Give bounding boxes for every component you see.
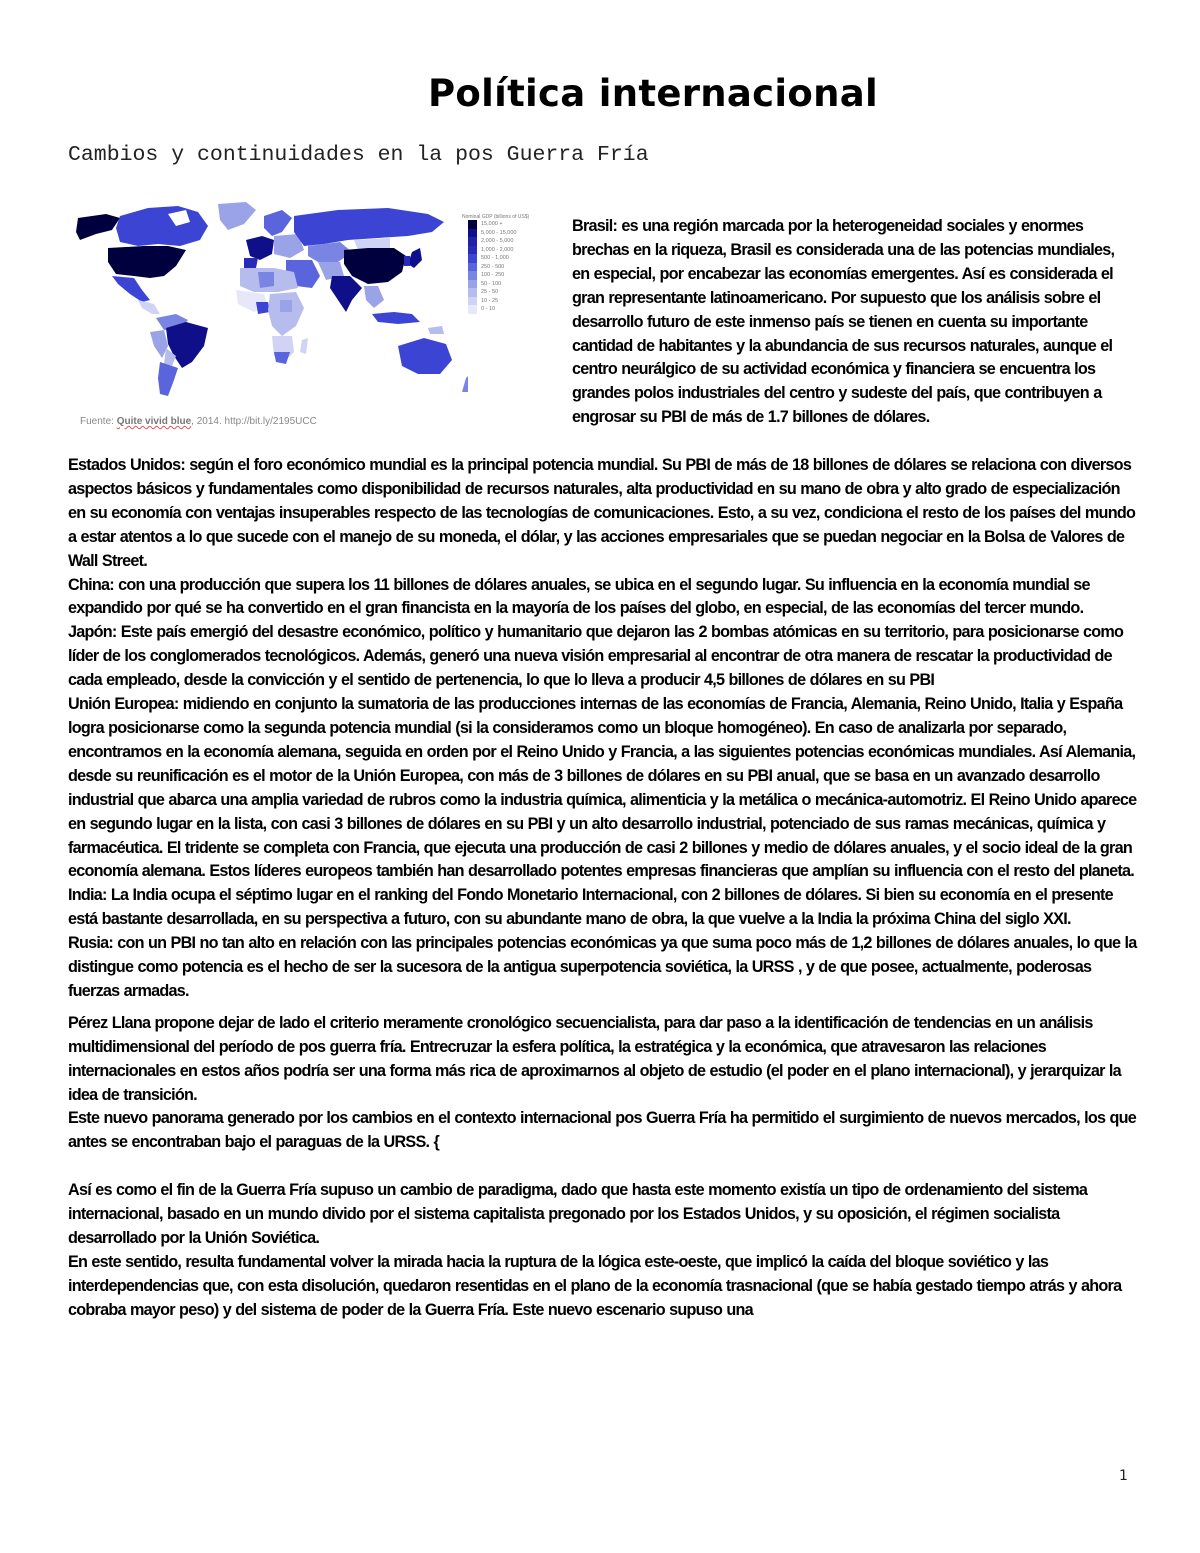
legend-item: 15,000 + — [468, 220, 558, 229]
gdp-world-map-figure — [68, 196, 558, 441]
legend-item: 1,000 - 2,000 — [468, 246, 558, 255]
section-union-europea — [68, 693, 1138, 884]
paragraph-en-este-sentido: En este sentido, resulta fundamental volver la mirada hacia la ruptura de la lógica este-oeste, que implicó la caída del bloque soviético y las interdependencias que, con esta disolución, quedaron resentidas en el plano de la economía trasnacional (que se había gestado tiempo atrás y ahora cobraba mayor peso) y del sistema de poder de la Guerra Fría. Este nuevo escenario supuso una — [68, 1253, 1122, 1319]
page-subtitle: Cambios y continuidades en la pos Guerra Fría — [68, 143, 649, 167]
main-content — [68, 454, 1138, 1323]
section-label: Brasil: — [572, 217, 618, 235]
section-label: Unión Europea: — [68, 695, 179, 714]
legend-item: 10 - 25 — [468, 297, 558, 306]
section-text: con una producción que supera los 11 billones de dólares anuales, se ubica en el segundo lugar. Su influencia en la economía mundial se expandido por qué se ha convertido en el gran financista en la mayoría de los países del globo, en especial, de las economías del tercer mundo. — [68, 575, 1090, 618]
legend-item: 100 - 250 — [468, 271, 558, 280]
world-map-image — [68, 196, 468, 401]
legend-item: 500 - 1,000 — [468, 254, 558, 263]
section-estados-unidos — [68, 454, 1138, 574]
section-text: con un PBI no tan alto en relación con las principales potencias económicas ya que suma poco más de 1,2 billones de dólares anuales, lo que la distingue como potencia es el hecho de ser la sucesora de la antigua superpotencia soviética, la URSS , y de que posee, actualmente, poderosas fuerzas armadas. — [68, 934, 1137, 1000]
page-number: 1 — [1119, 1468, 1128, 1484]
section-brasil — [572, 215, 1132, 430]
legend-title: Nominal GDP (billions of US$) — [462, 214, 530, 220]
legend-item: 5,000 - 15,000 — [468, 229, 558, 238]
section-text: Este país emergió del desastre económico, político y humanitario que dejaron las 2 bombas atómicas en su territorio, para posicionarse como líder de los conglomerados tecnológicos. Además, generó una nueva visión empresarial al encontrar de otra manera de rescatar la productividad de cada empleado, desde la convicción y el sentido de pertenencia, lo que lo lleva a producir 4,5 billones de dólares en su PBI — [68, 623, 1124, 690]
section-text: La India ocupa el séptimo lugar en el ranking del Fondo Monetario Internacional, con 2 billones de dólares. Si bien su economía en el presente está bastante desarrollada, en su perspectiva a futuro, con su abundante mano de obra, la que vuelve a la India la próxima China del siglo XXI. — [68, 886, 1113, 929]
section-japon — [68, 621, 1138, 693]
page-title: Política internacional — [427, 72, 879, 115]
legend-item: 2,000 - 5,000 — [468, 237, 558, 246]
section-label: Estados Unidos: — [68, 456, 185, 474]
section-label: Rusia: — [68, 934, 113, 953]
section-label: Japón: — [68, 623, 117, 642]
paragraph-fin-guerra-fria: Así es como el fin de la Guerra Fría supuso un cambio de paradigma, dado que hasta este momento existía un tipo de ordenamiento del sistema internacional, basado en un mundo divido por el sistema capitalista pregonado por los Estados Unidos, y su oposición, el régimen socialista desarrollado por la Unión Soviética. — [68, 1181, 1088, 1248]
legend-item: 0 - 10 — [468, 305, 558, 314]
legend-item: 50 - 100 — [468, 280, 558, 289]
section-text: midiendo en conjunto la sumatoria de las producciones internas de las economías de Francia, Alemania, Reino Unido, Italia y España logra posicionarse como la segunda potencia mundial (si la consideramos como un bloque homogéneo). En caso de analizarla por separado, encontramos en la economía alemana, seguida en orden por el Reino Unido y Francia, a las siguientes potencias económicas mundiales. Así Alemania, desde su reunificación es el motor de la Unión Europea, con más de 3 billones de dólares en su PBI anual, que se basa en un avanzado desarrollo industrial que abarca una amplia variedad de rubros como la industria química, alimenticia y la metálica o mecánica-automotriz. El Reino Unido aparece en segundo lugar en la lista, con casi 3 billones de dólares en su PBI y un alto desarrollo industrial, potenciado de sus ramas mecánicas, química y farmacéutica. El tridente se completa con Francia, que ejecuta una producción de casi 2 billones y medio de dólares anuales, y el socio ideal de la gran economía alemana. Estos líderes europeos también han desarrollado potentes empresas financieras que amplían su influencia con el resto del planeta. — [68, 695, 1137, 881]
legend-item: 250 - 500 — [468, 263, 558, 272]
paragraph-nuevo-panorama: Este nuevo panorama generado por los cambios en el contexto internacional pos Guerra Fría ha permitido el surgimiento de nuevos mercados, los que antes se encontraban bajo el paraguas de la URSS. { — [68, 1109, 1137, 1152]
figure-caption: Fuente: Quite vivid blue, 2014. http://bit.ly/2195UCC — [80, 416, 317, 427]
section-china — [68, 574, 1138, 622]
section-rusia — [68, 932, 1138, 1004]
section-india — [68, 884, 1138, 932]
section-text: según el foro económico mundial es la principal potencia mundial. Su PBI de más de 18 billones de dólares se relaciona con diversos aspectos básicos y fundamentales como disponibilidad de recursos naturales, alta productividad en su mano de obra y alto grado de especialización en su economía con ventajas insuperables respecto de las tecnologías de comunicaciones. Esto, a su vez, condiciona el resto de los países del mundo a estar atentos a lo que sucede con el manejo de su moneda, el dólar, y las acciones empresariales que se puedan negociar en la Bolsa de Valores de Wall Street. — [68, 456, 1136, 570]
section-label: China: — [68, 575, 114, 594]
paragraph-perez-llana: Pérez Llana propone dejar de lado el criterio meramente cronológico secuencialista, para dar paso a la identificación de tendencias en un análisis multidimensional del período de pos guerra fría. Entrecruzar la esfera política, la estratégica y la económica, que atravesaron las relaciones internacionales en estos años podría ser una forma más rica de aproximarnos al objeto de estudio (el poder en el plano internacional), y jerarquizar la idea de transición. — [68, 1013, 1121, 1104]
map-legend — [462, 214, 558, 314]
section-text: es una región marcada por la heterogeneidad sociales y enormes brechas en la riqueza, Brasil es considerada una de las potencias mundiales, en especial, por encabezar las economías emergentes. Así es considerada el gran representante latinoamericano. Por supuesto que los análisis sobre el desarrollo futuro de este inmenso país se tienen en cuenta su importante cantidad de habitantes y la abundancia de sus recursos naturales, aunque el centro neurálgico de su actividad económica y financiera se encuentra los grandes polos industriales del centro y sudeste del país, que contribuyen a engrosar su PBI de más de 1.7 billones de dólares. — [572, 217, 1115, 427]
legend-item: 25 - 50 — [468, 288, 558, 297]
section-label: India: — [68, 886, 107, 905]
